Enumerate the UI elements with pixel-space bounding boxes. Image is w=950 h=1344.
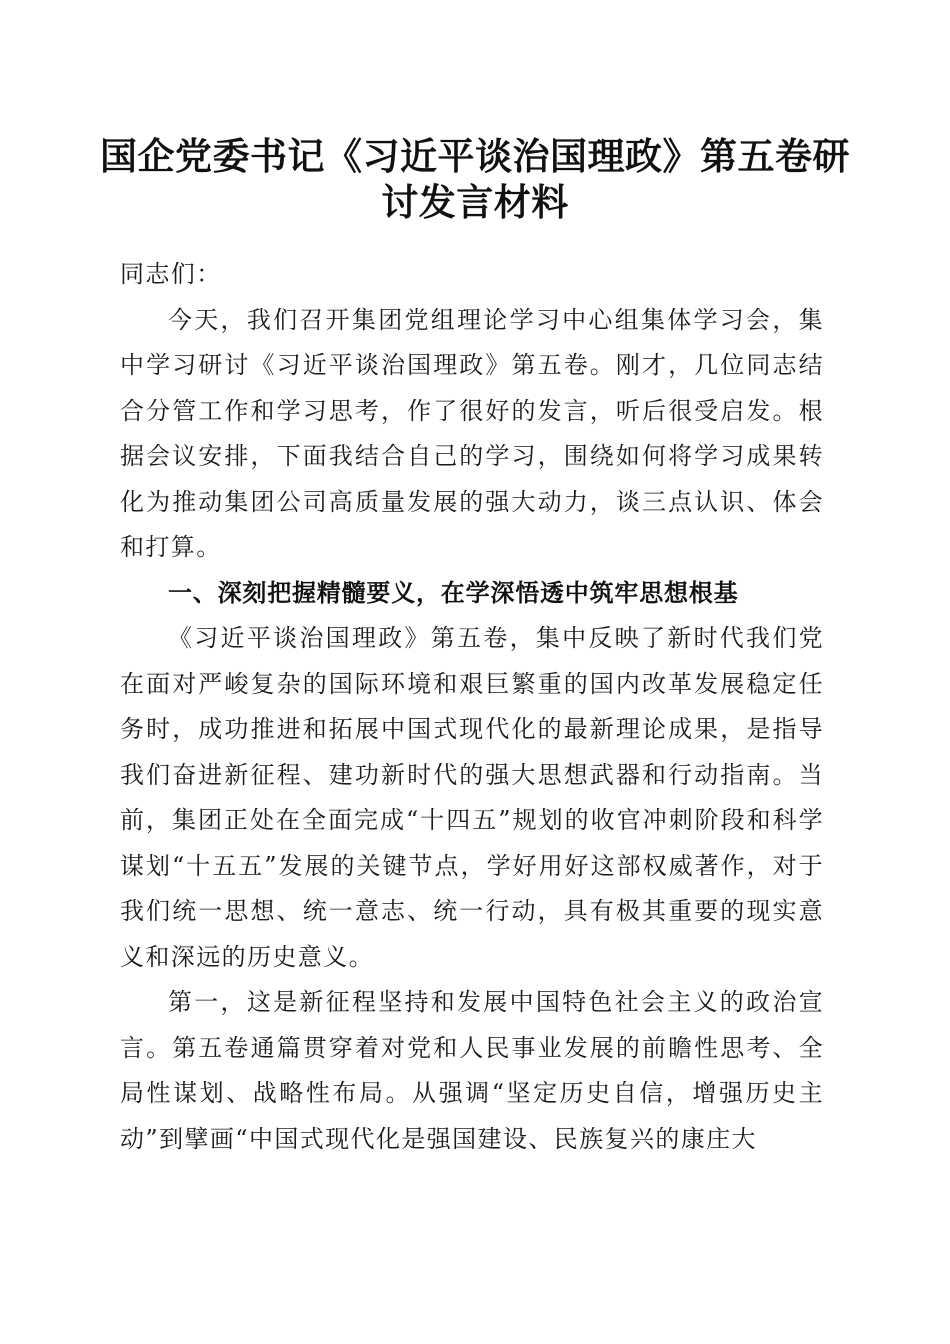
section-1-paragraph: 《习近平谈治国理政》第五卷，集中反映了新时代我们党在面对严峻复杂的国际环境和艰巨繁重的国内改革发展稳定任务时，成功推进和拓展中国式现代化的最新理论成果，是指导我们奋进新征程、建功新时代的强大思想武器和行动指南。当前，集团正处在全面完成“十四五”规划的收官冲刺阶段和科学谋划“十五五”发展的关键节点，学好用好这部权威著作，对于我们统一思想、统一意志、统一行动，具有极其重要的现实意义和深远的历史意义。 (120, 624, 824, 971)
intro-paragraph: 今天，我们召开集团党组理论学习中心组集体学习会，集中学习研讨《习近平谈治国理政》第五卷。刚才，几位同志结合分管工作和学习思考，作了很好的发言，听后很受启发。根据会议安排，下面我结合自己的学习，围绕如何将学习成果转化为推动集团公司高质量发展的强大动力，谈三点认识、体会和打算。 (120, 305, 824, 561)
section-heading-1: 一、深刻把握精髓要义，在学深悟透中筑牢思想根基 (168, 578, 739, 607)
salutation: 同志们： (120, 260, 222, 288)
document-body (120, 252, 824, 1162)
document-title: 国企党委书记《习近平谈治国理政》第五卷研讨发言材料 (100, 134, 850, 224)
point-1-paragraph: 第一，这是新征程坚持和发展中国特色社会主义的政治宣言。第五卷通篇贯穿着对党和人民事业发展的前瞻性思考、全局性谋划、战略性布局。从强调“坚定历史自信，增强历史主动”到擘画“中国式现代化是强国建设、民族复兴的康庄大 (120, 988, 824, 1153)
